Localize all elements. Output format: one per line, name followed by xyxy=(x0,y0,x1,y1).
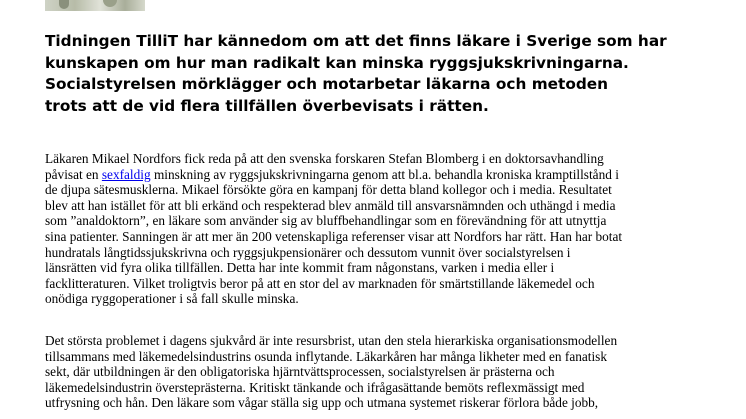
paragraph-line: länsrätten vid fyra olika tillfällen. Detta har inte kommit fram någonstans, varken i media eller i xyxy=(45,260,555,276)
paragraph-line: Det största problemet i dagens sjukvård är inte resursbrist, utan den stela hierarkiska organisationsmodellen xyxy=(45,333,618,348)
paragraph-line: hundratals långtidssjukskrivna och ryggsjukpensionärer och dessutom vunnit över socialstyrelsen i xyxy=(45,244,571,260)
headline xyxy=(45,31,725,117)
paragraph-line: läkemedelsindustrin översteprästerna. Kritiskt tänkande och ifrågasättande bemöts reflexmässigt med xyxy=(45,379,585,395)
photo-detail xyxy=(59,0,69,9)
body-paragraph-1 xyxy=(45,151,725,307)
paragraph-line: utfrysning och hån. Den läkare som vågar ställa sig upp och utmana systemet riskerar förlora både jobb, xyxy=(45,395,599,411)
photo-detail xyxy=(103,0,117,7)
paragraph-line: onödiga ryggoperationer i så fall skulle minska. xyxy=(45,291,299,307)
headline-line: Tidningen TilliT har kännedom om att det finns läkare i Sverige som har xyxy=(45,32,667,50)
paragraph-line xyxy=(45,167,725,183)
paragraph-line: tillsammans med läkemedelsindustrins osunda inflytande. Läkarkåren har många likheter med en fanatisk xyxy=(45,348,607,364)
paragraph-line: sina patienter. Sanningen är att mer än 200 vetenskapliga referenser visar att Nordfors har rätt. Han har botat xyxy=(45,228,623,244)
headline-line: Socialstyrelsen mörklägger och motarbetar läkarna och metoden xyxy=(45,75,609,93)
headline-line: trots att de vid flera tillfällen överbevisats i rätten. xyxy=(45,96,489,115)
paragraph-line: sekt, där utbildningen är den obligatoriska hjärntvättsprocessen, socialstyrelsen är prästerna och xyxy=(45,364,555,380)
paragraph-line: blev att han istället för att bli erkänd och respekterad blev anmäld till ansvarsnämnden och uthängd i media xyxy=(45,197,616,213)
body-paragraph-2 xyxy=(45,333,725,411)
text-run: påvisat en xyxy=(45,166,102,182)
text-run: minskning av ryggsjukskrivningarna genom att bl.a. behandla kroniska kramptillstånd i xyxy=(150,166,619,182)
headline-line: kunskapen om hur man radikalt kan minska ryggsjukskrivningarna. xyxy=(45,53,629,72)
paragraph-line: facklitteraturen. Vilket troligtvis beror på att en stor del av marknaden för smärtstillande läkemedel och xyxy=(45,275,595,291)
paragraph-line: de djupa sätesmusklerna. Mikael försökte göra en kampanj för detta bland kollegor och i media. Resultatet xyxy=(45,182,612,198)
paragraph-line: som ”analdoktorn”, en läkare som använder sig av bluffbehandlingar som en förevändning för att utnyttja xyxy=(45,213,607,229)
paragraph-line: Läkaren Mikael Nordfors fick reda på att den svenska forskaren Stefan Blomberg i en doktorsavhandling xyxy=(45,151,604,166)
sexfaldig-link[interactable]: sexfaldig xyxy=(101,166,151,182)
header-photo xyxy=(45,0,145,11)
